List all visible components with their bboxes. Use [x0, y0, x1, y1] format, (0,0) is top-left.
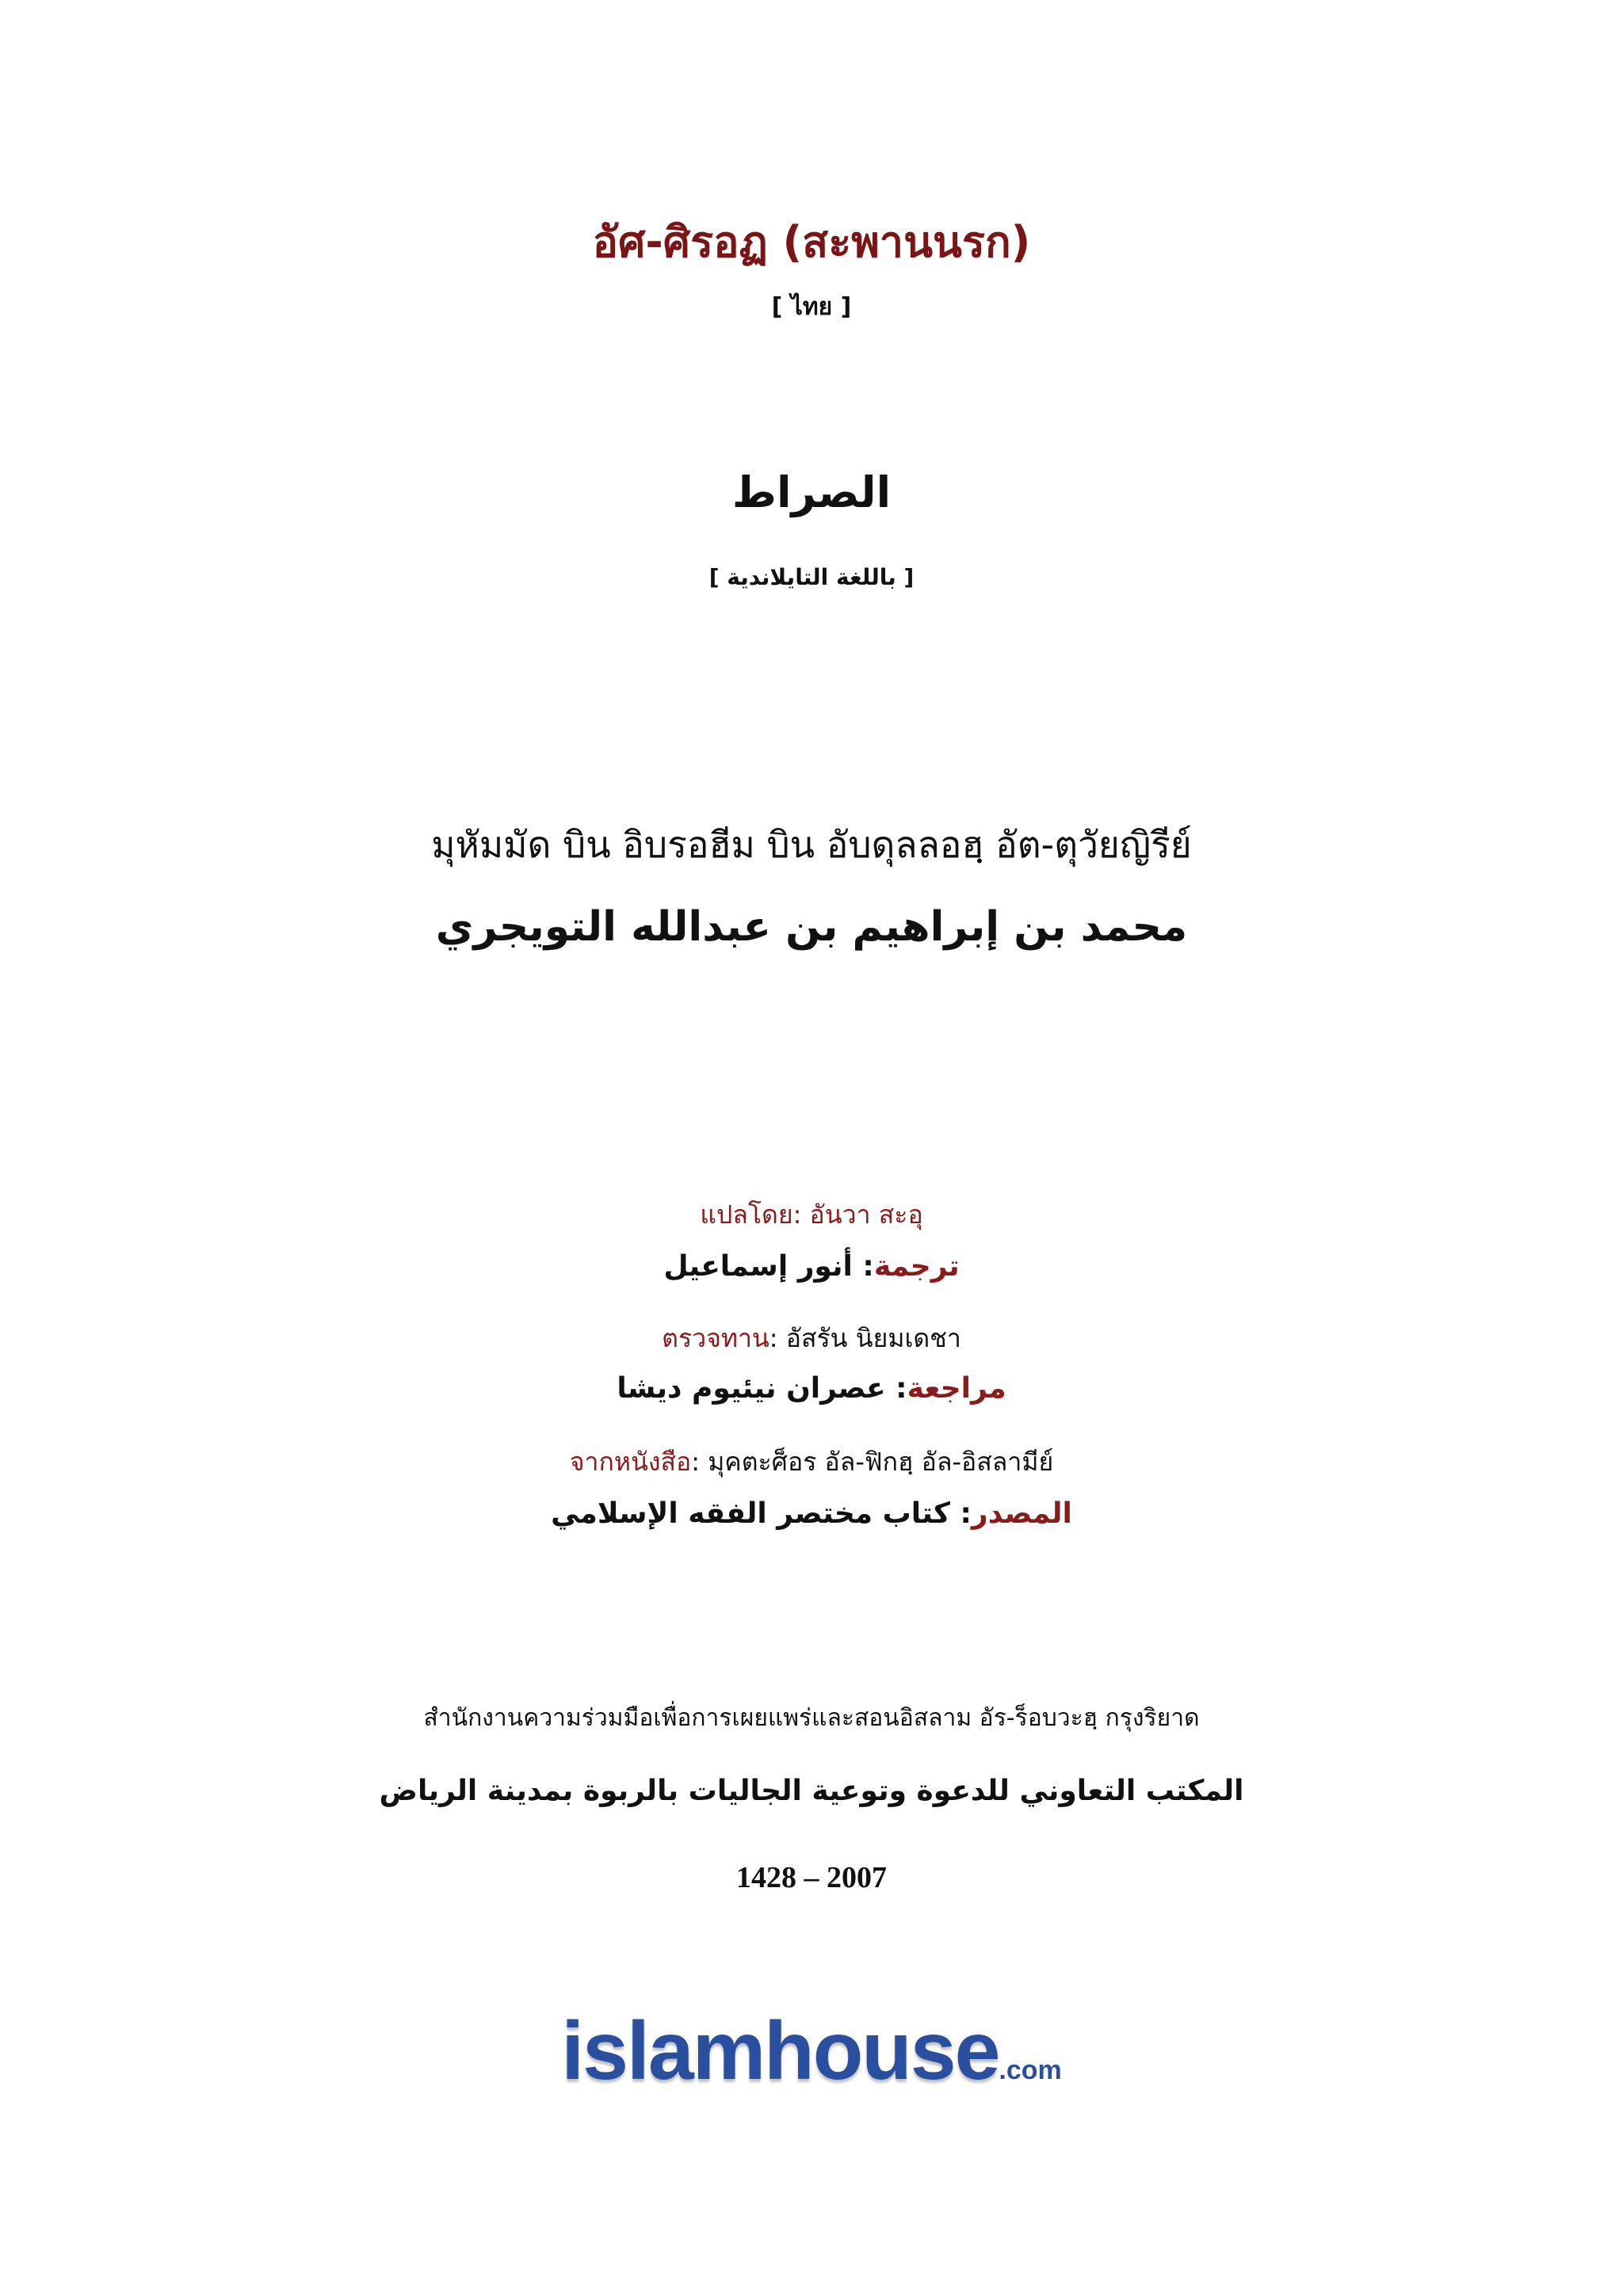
source-arabic-value: كتاب مختصر الفقه الإسلامي	[551, 1497, 950, 1530]
islamhouse-logo	[0, 2004, 1623, 2099]
source-thai-sep: :	[691, 1447, 701, 1477]
translator-arabic	[0, 1250, 1623, 1283]
reviewer-arabic-sep: :	[896, 1372, 907, 1405]
author-arabic: محمد بن إبراهيم بن عبدالله التويجري	[435, 903, 1188, 951]
translator-arabic-value: أنور إسماعيل	[663, 1250, 853, 1283]
office-thai: สำนักงานความร่วมมือเพื่อการเผยแพร่และสอนอิสลาม อัร-ร็อบวะฮฺ กรุงริยาด	[423, 1704, 1200, 1732]
source-arabic-sep: :	[960, 1497, 972, 1530]
translator-thai-value: อันวา สะอุ	[809, 1199, 923, 1230]
logo-domain-text: .com	[999, 2055, 1062, 2085]
source-arabic	[0, 1497, 1623, 1530]
translator-thai-sep: :	[792, 1199, 802, 1230]
source-arabic-label: المصدر	[971, 1497, 1072, 1530]
source-thai-label: จากหนังสือ	[569, 1447, 692, 1477]
reviewer-thai-label: ตรวจทาน	[662, 1323, 769, 1353]
publication-year: 1428 – 2007	[736, 1861, 887, 1894]
source-thai-value: มุคตะศ็อร อัล-ฟิกฮฺ อัล-อิสลามีย์	[708, 1447, 1054, 1477]
reviewer-arabic	[0, 1372, 1623, 1405]
reviewer-thai-value: อัสรัน นิยมเดชา	[785, 1323, 961, 1353]
translator-arabic-label: ترجمة	[873, 1250, 960, 1283]
thai-title: อัศ-ศิรอฏ (สะพานนรก)	[592, 217, 1031, 267]
office-arabic: المكتب التعاوني للدعوة وتوعية الجاليات بالربوة بمدينة الرياض	[379, 1775, 1244, 1807]
translator-arabic-sep: :	[862, 1250, 874, 1283]
logo-main-text: islamhouse	[561, 2005, 999, 2097]
author-thai: มุหัมมัด บิน อิบรอฮีม บิน อับดุลลอฮฺ อัต-ตุวัยญิรีย์	[431, 823, 1192, 866]
thai-language-label: [ ไทย ]	[771, 293, 852, 321]
translator-thai-label: แปลโดย	[700, 1199, 793, 1230]
arabic-language-label: [ باللغة التايلاندية ]	[708, 564, 915, 590]
reviewer-arabic-value: عصران نيئيوم ديشا	[617, 1372, 886, 1405]
translator-thai	[0, 1195, 1623, 1235]
source-thai	[0, 1442, 1623, 1482]
reviewer-thai-sep: :	[769, 1323, 778, 1353]
reviewer-thai	[0, 1318, 1623, 1359]
arabic-title: الصراط	[731, 467, 892, 517]
reviewer-arabic-label: مراجعة	[907, 1372, 1006, 1405]
